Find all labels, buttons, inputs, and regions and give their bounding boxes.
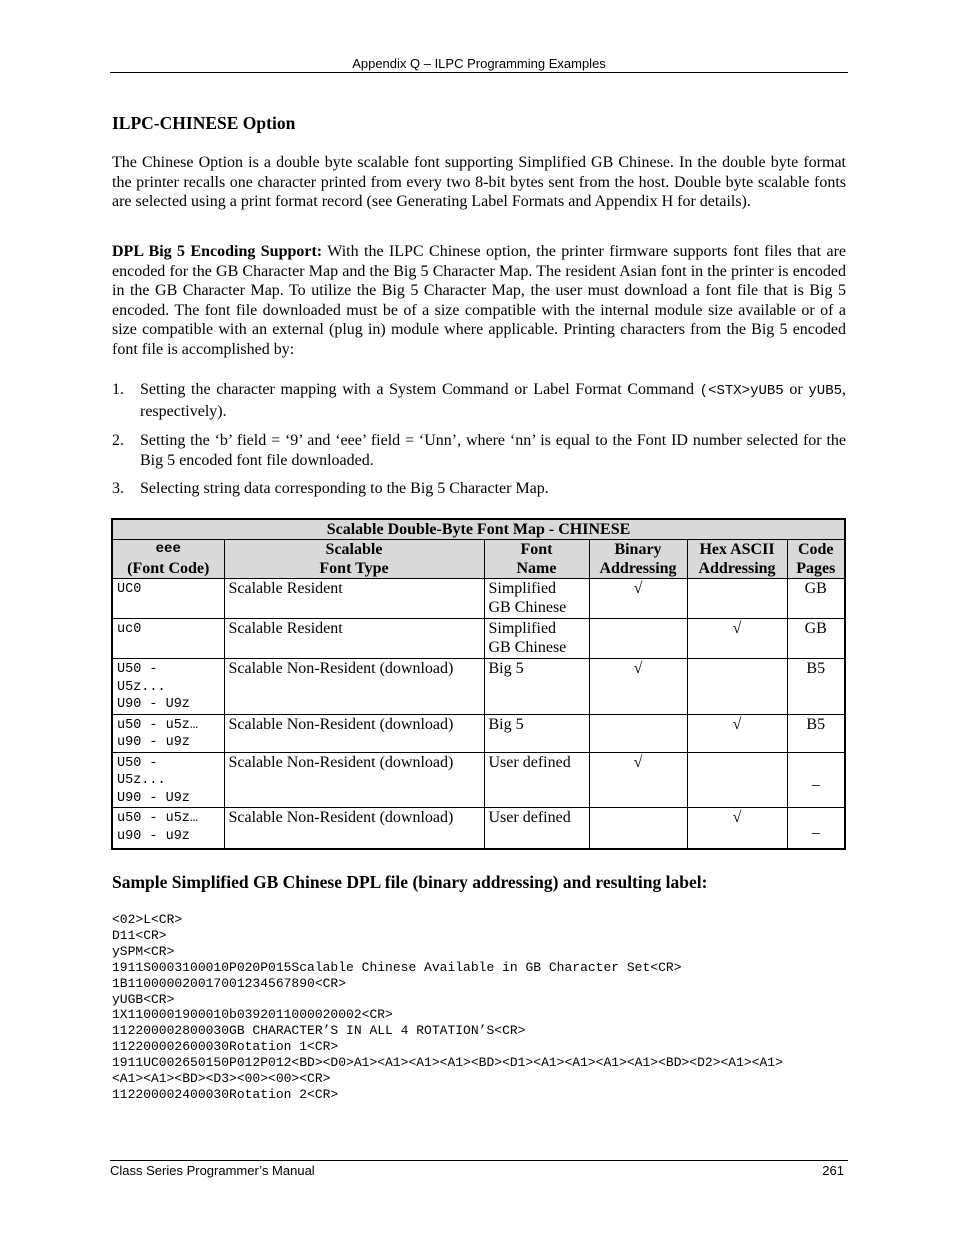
cell-hex-line-1: √ [732, 620, 742, 637]
cell-font-name [484, 752, 589, 808]
cell-font-name-line-2: GB Chinese [488, 639, 567, 656]
table-row [112, 808, 845, 849]
cell-font-name [484, 714, 589, 752]
col-header-binary-line2: Addressing [599, 560, 677, 577]
cell-binary-line-1: √ [633, 660, 643, 677]
cell-font-code-line-2: u90 - u9z [117, 828, 190, 844]
cell-binary [589, 619, 687, 659]
cell-hex [687, 659, 787, 715]
cell-font-type [224, 619, 484, 659]
table-row [112, 752, 845, 808]
table-row [112, 579, 845, 619]
cell-code-pages-line-1: GB [804, 580, 827, 597]
list-item-code-b: yUB5 [808, 383, 842, 399]
intro-paragraph: The Chinese Option is a double byte scalable font supporting Simplified GB Chinese. In the double byte format the printer recalls one character printed from every two 8-bit bytes sent from the host. Double byte scalable fonts are selected using a print format record (see Generating Label Formats and Appendix H for details). [112, 154, 846, 211]
col-header-eee-sub: (Font Code) [127, 560, 210, 577]
cell-font-code-line-1: U50 - [117, 662, 158, 677]
cell-hex [687, 579, 787, 619]
cell-code-pages-line-1: B5 [806, 660, 826, 677]
cell-hex [687, 714, 787, 752]
cell-font-type-line-1: Scalable Non-Resident (download) [228, 715, 454, 733]
cell-font-code-line-1: UC0 [117, 582, 142, 597]
footer-page-number: 261 [822, 1163, 844, 1178]
cell-font-type-line-1: Scalable Resident [228, 620, 343, 637]
col-header-font-type-line2: Font Type [319, 560, 389, 577]
sample-code-block: <02>L<CR> D11<CR> ySPM<CR> 1911S0003100010P020P015Scalable Chinese Available in GB Character Set<CR> 1B110000020017001234567890<CR> yUGB<CR> 1X1100001900010b0392011000020002<CR> 112200002800030GB CHARACTER’S IN ALL 4 ROTATION’S<CR> 112200002600030Rotation 1<CR> 1911UC002650150P012P012<BD><D0>A1><A1><A1><A1><BD><D1><A1><A1><A1><A1><BD><D2><A1><A1> <A1><A1><BD><D3><00><00><CR> 112200002400030Rotation 2<CR> [112, 912, 783, 1102]
font-map-table [111, 518, 846, 850]
big5-paragraph [112, 242, 846, 360]
cell-font-code [112, 714, 224, 752]
cell-code-pages-line-1: B5 [806, 715, 826, 733]
cell-font-code-line-1: u50 - u5z… [117, 811, 199, 826]
cell-binary [589, 579, 687, 619]
cell-binary-line-1: √ [633, 580, 643, 597]
cell-code-pages [787, 808, 845, 849]
col-header-font-name [484, 540, 589, 579]
cell-font-type-line-1: Scalable Non-Resident (download) [228, 753, 454, 771]
footer-manual-title: Class Series Programmer’s Manual [110, 1163, 315, 1178]
cell-font-name-line-1: User defined [488, 753, 571, 771]
cell-font-name-line-1: Big 5 [488, 660, 524, 677]
col-header-hex-line2: Addressing [698, 560, 776, 577]
cell-font-name-line-1: Big 5 [488, 715, 524, 733]
col-header-font-name-line2: Name [516, 560, 557, 577]
cell-hex [687, 808, 787, 849]
list-item-number: 2. [112, 432, 124, 449]
cell-font-type-line-1: Scalable Non-Resident (download) [228, 809, 454, 826]
list-item-text-c: , respectively). [140, 381, 846, 420]
list-item-number: 3. [112, 480, 124, 497]
table-header-row [112, 540, 845, 579]
cell-code-pages [787, 659, 845, 715]
cell-font-type [224, 752, 484, 808]
cell-font-code [112, 808, 224, 849]
cell-font-name [484, 808, 589, 849]
cell-font-type [224, 579, 484, 619]
big5-lead: DPL Big 5 Encoding Support: [112, 243, 323, 260]
page-header: Appendix Q – ILPC Programming Examples [352, 56, 606, 71]
table-row [112, 714, 845, 752]
cell-font-name-line-2: GB Chinese [488, 599, 567, 616]
table-row [112, 659, 845, 715]
cell-font-code [112, 619, 224, 659]
cell-font-code [112, 579, 224, 619]
col-header-code-pages [787, 540, 845, 579]
col-header-font-type-line1: Scalable [325, 541, 383, 558]
cell-font-type [224, 659, 484, 715]
cell-code-pages-line-1: _ [811, 771, 820, 789]
cell-font-code [112, 752, 224, 808]
col-header-eee: eee [155, 541, 181, 557]
cell-hex [687, 752, 787, 808]
list-item-text-a: Setting the character mapping with a System Command or Label Format Command [140, 381, 700, 398]
sample-title: Sample Simplified GB Chinese DPL file (binary addressing) and resulting label: [112, 872, 708, 892]
cell-font-name-line-1: Simplified [488, 580, 557, 597]
cell-code-pages-line-1: _ [811, 819, 820, 837]
cell-font-code-line-2: U5z... [117, 679, 166, 695]
big5-body: With the ILPC Chinese option, the printer firmware supports font files that are encoded for the GB Character Map and the Big 5 Character Map. The resident Asian font in the printer is encoded in the GB Character Map. To utilize the Big 5 Character Map, the user must download a font file that is Big 5 encoded. The font file downloaded must be of a size compatible with the internal module size available or of a size compatible with an external (plug in) module where applicable. Printing characters from the Big 5 encoded font file is accomplished by: [112, 243, 846, 358]
cell-code-pages [787, 714, 845, 752]
list-item-text: Setting the ‘b’ field = ‘9’ and ‘eee’ field = ‘Unn’, where ‘nn’ is equal to the Font ID number selected for the Big 5 encoded font file downloaded. [140, 432, 846, 469]
cell-binary [589, 752, 687, 808]
cell-font-type-line-1: Scalable Resident [228, 580, 343, 597]
cell-font-code-line-1: uc0 [117, 622, 142, 637]
cell-font-code-line-3: U90 - U9z [117, 790, 190, 806]
list-item-code-a: (<STX>yUB5 [699, 383, 784, 399]
cell-font-code [112, 659, 224, 715]
cell-code-pages [787, 579, 845, 619]
list-item-text: Selecting string data corresponding to the Big 5 Character Map. [140, 480, 549, 497]
cell-binary [589, 659, 687, 715]
footer-divider [110, 1160, 848, 1161]
col-header-hex-line1: Hex ASCII [699, 541, 775, 558]
col-header-hex [687, 540, 787, 579]
cell-font-code-line-2: U5z... [117, 773, 166, 788]
col-header-font-type [224, 540, 484, 579]
cell-code-pages-line-1: GB [804, 620, 827, 637]
cell-font-type [224, 808, 484, 849]
list-item-text [140, 380, 846, 421]
cell-font-name-line-1: Simplified [488, 620, 557, 637]
col-header-font-code [112, 540, 224, 579]
cell-code-pages [787, 752, 845, 808]
list-item-number: 1. [112, 381, 124, 398]
col-header-font-name-line1: Font [520, 541, 553, 558]
list-item-text-b: or [783, 381, 809, 398]
table-caption: Scalable Double-Byte Font Map - CHINESE [112, 519, 845, 540]
col-header-pages-line2: Pages [796, 560, 836, 577]
section-title: ILPC-CHINESE Option [112, 113, 296, 133]
cell-font-type-line-1: Scalable Non-Resident (download) [228, 660, 454, 677]
header-divider [110, 72, 848, 73]
cell-code-pages [787, 619, 845, 659]
cell-font-name [484, 619, 589, 659]
cell-font-type [224, 714, 484, 752]
cell-font-code-line-3: U90 - U9z [117, 697, 190, 712]
cell-hex-line-1: √ [732, 809, 742, 826]
table-row [112, 619, 845, 659]
cell-binary [589, 808, 687, 849]
cell-font-code-line-1: U50 - [117, 755, 158, 771]
cell-font-name [484, 659, 589, 715]
cell-font-code-line-1: u50 - u5z… [117, 717, 199, 733]
col-header-binary-line1: Binary [614, 541, 662, 558]
cell-font-name [484, 579, 589, 619]
cell-font-name-line-1: User defined [488, 809, 571, 826]
cell-font-code-line-2: u90 - u9z [117, 735, 190, 750]
cell-binary [589, 714, 687, 752]
col-header-pages-line1: Code [797, 541, 834, 558]
cell-hex-line-1: √ [732, 715, 742, 733]
col-header-binary [589, 540, 687, 579]
cell-binary-line-1: √ [633, 753, 643, 771]
cell-hex [687, 619, 787, 659]
